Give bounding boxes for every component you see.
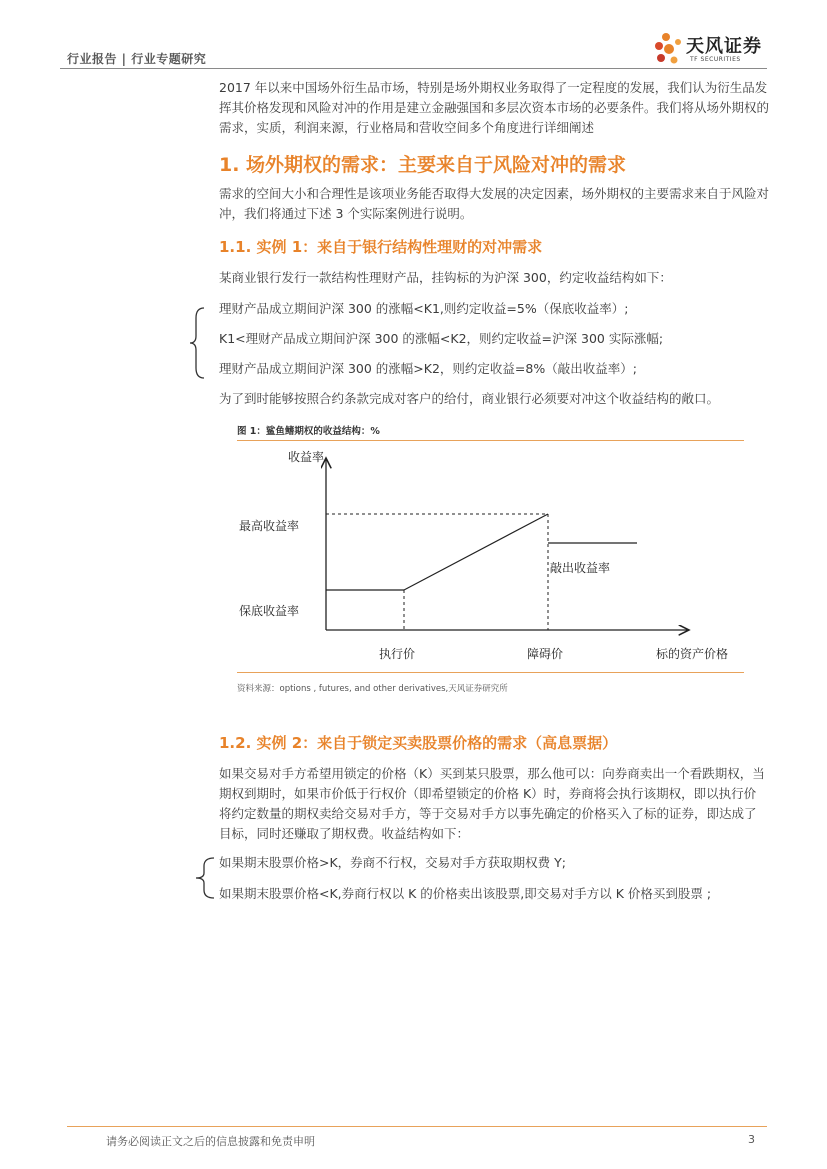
- header-divider: [60, 68, 767, 69]
- report-category: 行业报告 | 行业专题研究: [67, 52, 207, 66]
- figure-1-title: 图 1：鲨鱼鳍期权的收益结构：%: [237, 426, 380, 437]
- section-1-1-after: 为了到时能够按照合约条款完成对客户的给付，商业银行必须要对冲这个收益结构的敞口。: [219, 391, 720, 406]
- x-axis-label: 标的资产价格: [656, 647, 729, 661]
- floor-return-label: 保底收益率: [239, 604, 300, 618]
- payoff-chart: [237, 442, 744, 670]
- logo-name-cn: 天风证券: [686, 36, 762, 57]
- max-return-label: 最高收益率: [239, 519, 300, 533]
- curly-brace-icon: [188, 306, 210, 380]
- footer-disclaimer: 请务必阅读正文之后的信息披露和免责申明: [106, 1135, 315, 1148]
- section-1-paragraph: 需求的空间大小和合理性是该项业务能否取得大发展的决定因素，场外期权的主要需求来自于风险对冲，我们将通过下述 3 个实际案例进行说明。: [219, 186, 770, 221]
- section-1-2-title: 1.2. 实例 2：来自于锁定买卖股票价格的需求（高息票据）: [219, 734, 618, 752]
- return-condition-3: 理财产品成立期间沪深 300 的涨幅>K2，则约定收益=8%（敲出收益率）;: [219, 361, 637, 376]
- curly-brace-icon: [192, 854, 218, 900]
- section-1-1-paragraph: 某商业银行发行一款结构性理财产品，挂钩标的为沪深 300，约定收益结构如下：: [219, 270, 672, 285]
- strike-label: 执行价: [379, 647, 416, 661]
- section-1-title: 1. 场外期权的需求：主要来自于风险对冲的需求: [219, 154, 627, 176]
- section-1-1-title: 1.1. 实例 1：来自于银行结构性理财的对冲需求: [219, 238, 543, 256]
- figure-bottom-rule: [237, 672, 744, 673]
- figure-1-source: 资料来源：options , futures, and other derivatives,天风证券研究所: [237, 684, 508, 694]
- figure-title-rule: [237, 440, 744, 441]
- page-number: 3: [748, 1133, 755, 1146]
- logo-name-en: TF SECURITIES: [690, 56, 741, 63]
- rising-segment: [404, 514, 548, 590]
- knockout-return-label: 敲出收益率: [550, 561, 611, 575]
- barrier-label: 障碍价: [527, 647, 564, 661]
- footer-divider: [67, 1126, 767, 1127]
- intro-paragraph: 2017 年以来中国场外衍生品市场，特别是场外期权业务取得了一定程度的发展，我们认为衍生品发挥其价格发现和风险对冲的作用是建立金融强国和多层次资本市场的必要条件。我们将从场外期权的需求，实质，利润来源，行业格局和营收空间多个角度进行详细阐述: [219, 80, 770, 135]
- return-condition-2: K1<理财产品成立期间沪深 300 的涨幅<K2，则约定收益=沪深 300 实际涨幅;: [219, 331, 664, 346]
- y-axis-label: 收益率: [288, 450, 325, 464]
- outcome-condition-1: 如果期末股票价格>K，券商不行权，交易对手方获取期权费 Y;: [219, 855, 566, 870]
- section-1-2-paragraph: 如果交易对手方希望用锁定的价格（K）买到某只股票，那么他可以：向券商卖出一个看跌期权，当期权到期时，如果市价低于行权价（即希望锁定的价格 K）时，券商将会执行该期权，即以执行价将约定数量的期权卖给交易对手方，等于交易对手方以事先确定的价格买入了标的证券，即达成了目标，同时还赚取了期权费。收益结构如下：: [219, 766, 765, 841]
- return-condition-1: 理财产品成立期间沪深 300 的涨幅<K1,则约定收益=5%（保底收益率）;: [219, 301, 629, 316]
- outcome-condition-2: 如果期末股票价格<K,券商行权以 K 的价格卖出该股票,即交易对手方以 K 价格买到股票 ;: [219, 886, 712, 901]
